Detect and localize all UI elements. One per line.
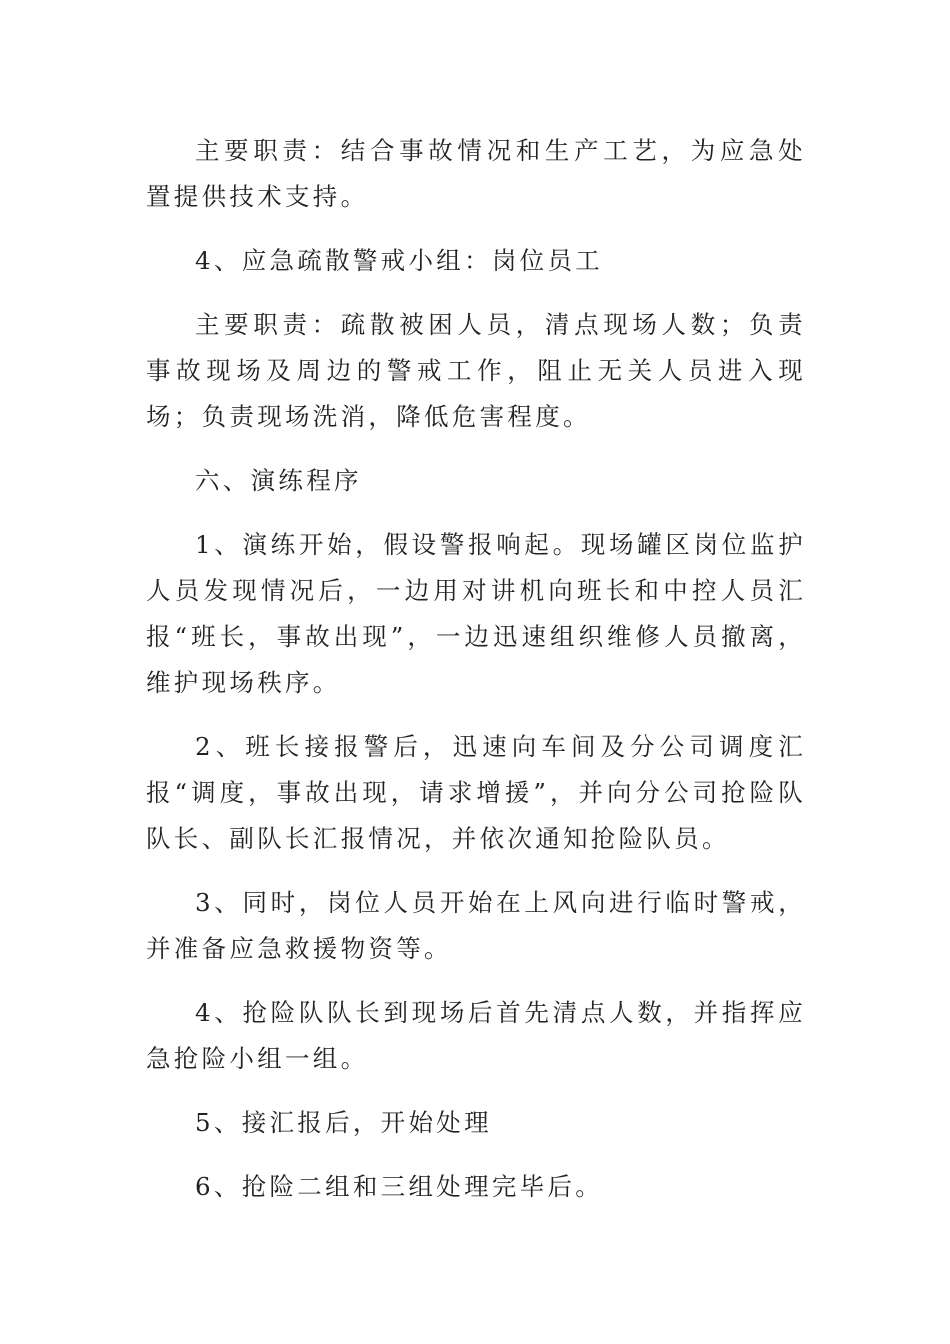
paragraph-duty-evacuation: 主要职责：疏散被困人员，清点现场人数；负责事故现场及周边的警戒工作，阻止无关人员进入现场；负责现场洗消，降低危害程度。 <box>146 310 806 431</box>
paragraph-step-4: 4、抢险队队长到现场后首先清点人数，并指挥应急抢险小组一组。 <box>146 998 806 1073</box>
paragraph-step-6: 6、抢险二组和三组处理完毕后。 <box>195 1172 604 1201</box>
paragraph-step-3: 3、同时，岗位人员开始在上风向进行临时警戒，并准备应急救援物资等。 <box>146 888 806 963</box>
paragraph-step-1: 1、演练开始，假设警报响起。现场罐区岗位监护人员发现情况后，一边用对讲机向班长和中控人员汇报“班长，事故出现”，一边迅速组织维修人员撤离，维护现场秩序。 <box>146 530 806 697</box>
paragraph-step-2: 2、班长接报警后，迅速向车间及分公司调度汇报“调度，事故出现，请求增援”，并向分公司抢险队队长、副队长汇报情况，并依次通知抢险队员。 <box>146 732 806 853</box>
paragraph-duty-tech-support: 主要职责：结合事故情况和生产工艺，为应急处置提供技术支持。 <box>146 136 806 211</box>
section-heading-drill-procedure: 六、演练程序 <box>195 466 362 495</box>
paragraph-evacuation-group-heading: 4、应急疏散警戒小组：岗位员工 <box>195 246 604 275</box>
document-body <box>146 128 806 1228</box>
paragraph-step-5: 5、接汇报后，开始处理 <box>195 1108 492 1137</box>
